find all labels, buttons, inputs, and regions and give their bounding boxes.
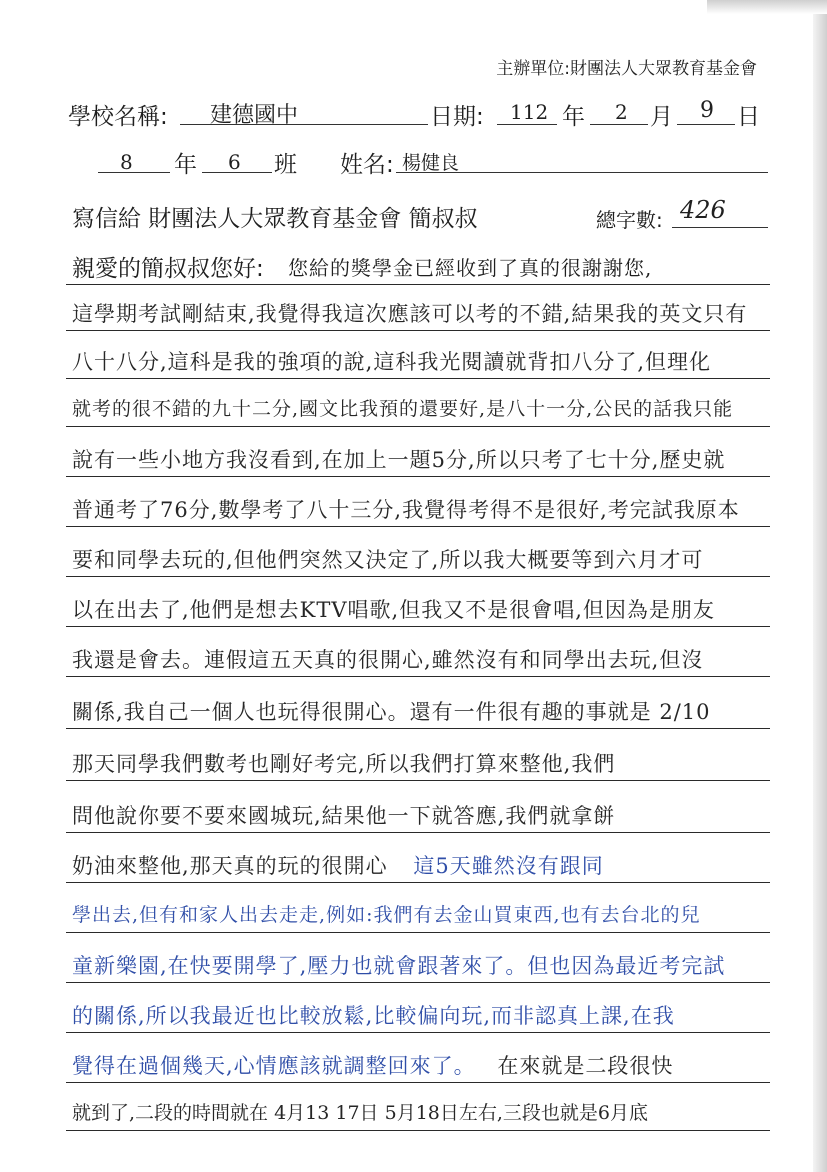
ruled-line — [66, 330, 770, 331]
letter-line-blue: 這5天雖然沒有跟同 — [413, 854, 604, 878]
letter-line-blue: 童新樂園,在快要開學了,壓力也就會跟著來了。但也因為最近考完試 — [72, 954, 726, 978]
class-value: 6 — [228, 150, 241, 174]
letter-line: 說有一些小地方我沒看到,在加上一題5分,所以只考了七十分,歷史就 — [72, 448, 726, 472]
ruled-line — [66, 426, 770, 427]
date-day: 9 — [700, 98, 714, 123]
page-corner-shadow — [707, 0, 827, 14]
date-year: 112 — [510, 100, 549, 124]
ruled-line — [66, 832, 770, 833]
letter-line: 以在出去了,他們是想去KTV唱歌,但我又不是很會唱,但因為是朋友 — [72, 598, 715, 622]
letter-line-first: 您給的獎學金已經收到了真的很謝謝您, — [288, 256, 653, 280]
organizer-label: 主辦單位:財團法人大眾教育基金會 — [496, 59, 757, 79]
letter-line-blue: 的關係,所以我最近也比較放鬆,比較偏向玩,而非認真上課,在我 — [72, 1004, 675, 1028]
word-count-value: 426 — [680, 196, 726, 224]
letter-line-mixed — [72, 1050, 762, 1080]
word-count-label: 總字數: — [596, 208, 663, 232]
letter-line: 八十八分,這科是我的強項的說,這科我光閱讀就背扣八分了,但理化 — [72, 350, 712, 374]
ruled-line — [66, 1032, 770, 1033]
letter-line: 關係,我自己一個人也玩得很開心。還有一件很有趣的事就是 2/10 — [72, 700, 711, 724]
word-count-underline — [672, 227, 768, 228]
ruled-line — [66, 626, 770, 627]
letter-line: 那天同學我們數考也剛好考完,所以我們打算來整他,我們 — [72, 752, 616, 776]
letter-line: 普通考了76分,數學考了八十三分,我覺得考得不是很好,考完試我原本 — [72, 498, 740, 522]
letter-line: 就考的很不錯的九十二分,國文比我預的還要好,是八十一分,公民的話我只能 — [72, 398, 734, 420]
grade-value: 8 — [120, 150, 133, 174]
month-underline — [590, 124, 648, 125]
school-label: 學校名稱: — [68, 104, 168, 130]
ruled-line — [66, 1130, 770, 1131]
ruled-line — [66, 676, 770, 677]
ruled-line — [66, 378, 770, 379]
letter-line: 就到了,二段的時間就在 4月13 17日 5月18日左右,三段也就是6月底 — [72, 1102, 648, 1124]
grade-underline — [98, 172, 170, 173]
day-label: 日 — [737, 104, 760, 130]
ruled-line — [66, 882, 770, 883]
ruled-line — [66, 284, 770, 285]
class-label: 班 — [274, 152, 297, 178]
letter-line-blue: 學出去,但有和家人出去走走,例如:我們有去金山買東西,也有去台北的兒 — [72, 904, 701, 926]
ruled-line — [66, 982, 770, 983]
student-name: 楊健良 — [402, 152, 460, 174]
ruled-line — [66, 932, 770, 933]
name-label: 姓名: — [340, 152, 394, 178]
page-edge-shadow — [813, 0, 827, 1172]
letter-line-black: 奶油來整他,那天真的玩的很開心 — [72, 854, 388, 878]
year-label: 年 — [562, 104, 585, 130]
letter-to-line: 寫信給 財團法人大眾教育基金會 簡叔叔 — [72, 206, 478, 232]
letter-line-blue: 覺得在過個幾天,心情應該就調整回來了。 — [72, 1054, 476, 1078]
ruled-line — [66, 576, 770, 577]
month-label: 月 — [650, 104, 673, 130]
letter-line: 要和同學去玩的,但他們突然又決定了,所以我大概要等到六月才可 — [72, 548, 704, 572]
ruled-line — [66, 526, 770, 527]
letter-line-black: 在來就是二段很快 — [497, 1054, 674, 1078]
greeting: 親愛的簡叔叔您好: — [72, 256, 264, 282]
ruled-line — [66, 476, 770, 477]
letter-line: 這學期考試剛結束,我覺得我這次應該可以考的不錯,結果我的英文只有 — [72, 302, 748, 326]
school-name: 建德國中 — [210, 103, 299, 128]
ruled-line — [66, 728, 770, 729]
letter-line: 我還是會去。連假這五天真的很開心,雖然沒有和同學出去玩,但沒 — [72, 648, 704, 672]
letter-line: 問他說你要不要來國城玩,結果他一下就答應,我們就拿餅 — [72, 804, 616, 828]
letter-line-mixed — [72, 850, 762, 880]
date-month: 2 — [615, 100, 628, 124]
year-underline — [497, 124, 557, 125]
ruled-line — [66, 780, 770, 781]
day-underline — [677, 124, 735, 125]
date-label: 日期: — [430, 104, 484, 130]
ruled-line — [66, 1082, 770, 1083]
grade-label: 年 — [174, 152, 197, 178]
